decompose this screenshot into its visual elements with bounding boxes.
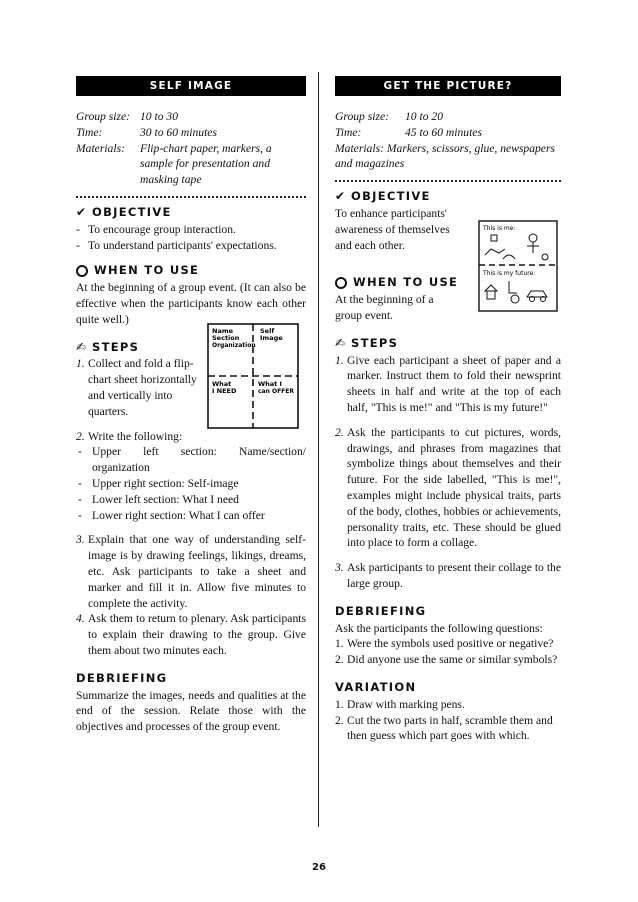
- right-column-get-the-picture: [335, 76, 561, 744]
- steps-heading: ✍ STEPS: [335, 335, 399, 350]
- get-the-picture-title: GET THE PICTURE?: [335, 76, 561, 96]
- step-item: 1. Give each participant a sheet of paper and a marker. Instruct them to fold their newsprint sheets in half and write at the top of each half, "This is me!" and "This is my future!": [335, 353, 561, 414]
- sketch-this-is-me: This is me:: [483, 225, 516, 233]
- sketch-q4-line: can OFFER: [258, 388, 294, 396]
- time-label: Time:: [76, 125, 103, 139]
- sketch-q1-line: Name: [212, 327, 234, 336]
- sketch-q2-line: Image: [260, 334, 283, 343]
- step-item: 3. Explain that one way of understanding self-image is by drawing feelings, likings, dreams, etc. Ask participants to take a sheet and marker and fill it in. Allow five minutes to complete the activity.: [76, 533, 306, 610]
- sketch-q3-line: What: [212, 380, 232, 389]
- step-item: 3. Ask participants to present their collage to the large group.: [335, 561, 561, 590]
- group-size-value: 10 to 30: [140, 110, 179, 123]
- circle-icon: [76, 265, 88, 277]
- sketch-q3-line: I NEED: [212, 387, 237, 396]
- materials-label: Materials:: [335, 141, 384, 155]
- sketch-q1-line: Organization: [212, 342, 256, 350]
- checkmark-icon: ✔: [76, 204, 88, 219]
- when-to-use-heading: WHEN TO USE: [76, 263, 306, 279]
- sketch-this-is-my-future: This is my future:: [483, 270, 536, 278]
- collage-sketch: [477, 219, 561, 315]
- list-item: - Lower right section: What I can offer: [78, 508, 265, 522]
- page-number: 26: [312, 862, 326, 873]
- objective-heading: ✔ OBJECTIVE: [76, 204, 172, 219]
- step-item: 2. Ask the participants to cut pictures, words, drawings, and phrases from magazines that symbolize things about themselves and their future. For the side labelled, "This is me!", examples might include physical traits, parts of the body, clothes, hobbies or achievements, personality traits, etc. These should be glued into place to form a collage.: [335, 425, 561, 550]
- get-the-picture-meta: [335, 109, 561, 172]
- writing-hand-icon: ✍: [335, 335, 347, 350]
- sketch-q1-line: Section: [212, 334, 240, 343]
- step-item: 4. Ask them to return to plenary. Ask participants to explain their drawing to the group. Give them about two minutes each.: [76, 612, 306, 657]
- list-item: - To understand participants' expectations.: [76, 238, 277, 252]
- flip-chart-sketch: [206, 322, 302, 432]
- steps-heading: ✍ STEPS: [76, 339, 140, 354]
- when-to-use-text: At the beginning of a group event.: [335, 293, 434, 322]
- list-item: 2. Did anyone use the same or similar symbols?: [335, 653, 558, 667]
- writing-hand-icon: ✍: [76, 339, 88, 354]
- sketch-q2-line: Self: [260, 327, 275, 336]
- variation-heading: VARIATION: [335, 679, 417, 694]
- debriefing-text: Summarize the images, needs and qualities at the end of the session. Relate those with the objectives and processes of the group event.: [76, 688, 306, 734]
- list-item: 1. Draw with marking pens.: [335, 697, 465, 711]
- dotted-separator: [76, 196, 306, 198]
- list-item: 2. Cut the two parts in half, scramble them and then guess which part goes with which.: [335, 713, 553, 743]
- time-value: 30 to 60 minutes: [140, 125, 217, 139]
- materials-line: [335, 141, 561, 173]
- materials-value: Flip-chart paper, markers, a sample for presentation and masking tape: [140, 141, 272, 187]
- debriefing-heading: DEBRIEFING: [335, 603, 427, 618]
- step-item: 2. Write the following:: [76, 429, 183, 443]
- circle-icon: [335, 277, 347, 289]
- list-item: - Upper right section: Self-image: [78, 476, 239, 490]
- step-item: 1. Collect and fold a flip-chart sheet horizontally and vertically into quarters.: [76, 357, 197, 418]
- column-divider: [318, 72, 319, 827]
- list-item: - To encourage group interaction.: [76, 222, 236, 236]
- dotted-separator: [335, 180, 561, 182]
- objective-text: To enhance participants' awareness of themselves and each other.: [335, 206, 450, 252]
- objective-block: [335, 189, 561, 278]
- when-to-use-text: At the beginning of a group event. (It can also be effective when the participants know each other quite well.): [76, 281, 306, 326]
- materials-label: Materials:: [76, 141, 125, 155]
- self-image-meta: [76, 109, 306, 188]
- objective-heading: ✔ OBJECTIVE: [335, 189, 431, 204]
- when-to-use-heading: WHEN TO USE: [335, 275, 561, 291]
- group-size-label: Group size:: [76, 110, 130, 123]
- checkmark-icon: ✔: [335, 189, 347, 204]
- list-item: - Upper left section: Name/section/ organization: [78, 445, 306, 475]
- group-size-value: 10 to 20: [405, 110, 444, 123]
- self-image-title: SELF IMAGE: [76, 76, 306, 96]
- materials-value: Markers, scissors, glue, newspapers and magazines: [335, 141, 555, 171]
- list-item: - Lower left section: What I need: [78, 492, 239, 506]
- time-label: Time:: [335, 125, 362, 139]
- list-item: 1. Were the symbols used positive or negative?: [335, 637, 554, 651]
- debriefing-heading: DEBRIEFING: [76, 670, 168, 685]
- time-value: 45 to 60 minutes: [405, 125, 482, 139]
- debriefing-intro: Ask the participants the following questions:: [335, 621, 543, 635]
- group-size-label: Group size:: [335, 110, 389, 123]
- left-column-self-image: [76, 76, 306, 735]
- sketch-q4-line: What I: [258, 380, 282, 389]
